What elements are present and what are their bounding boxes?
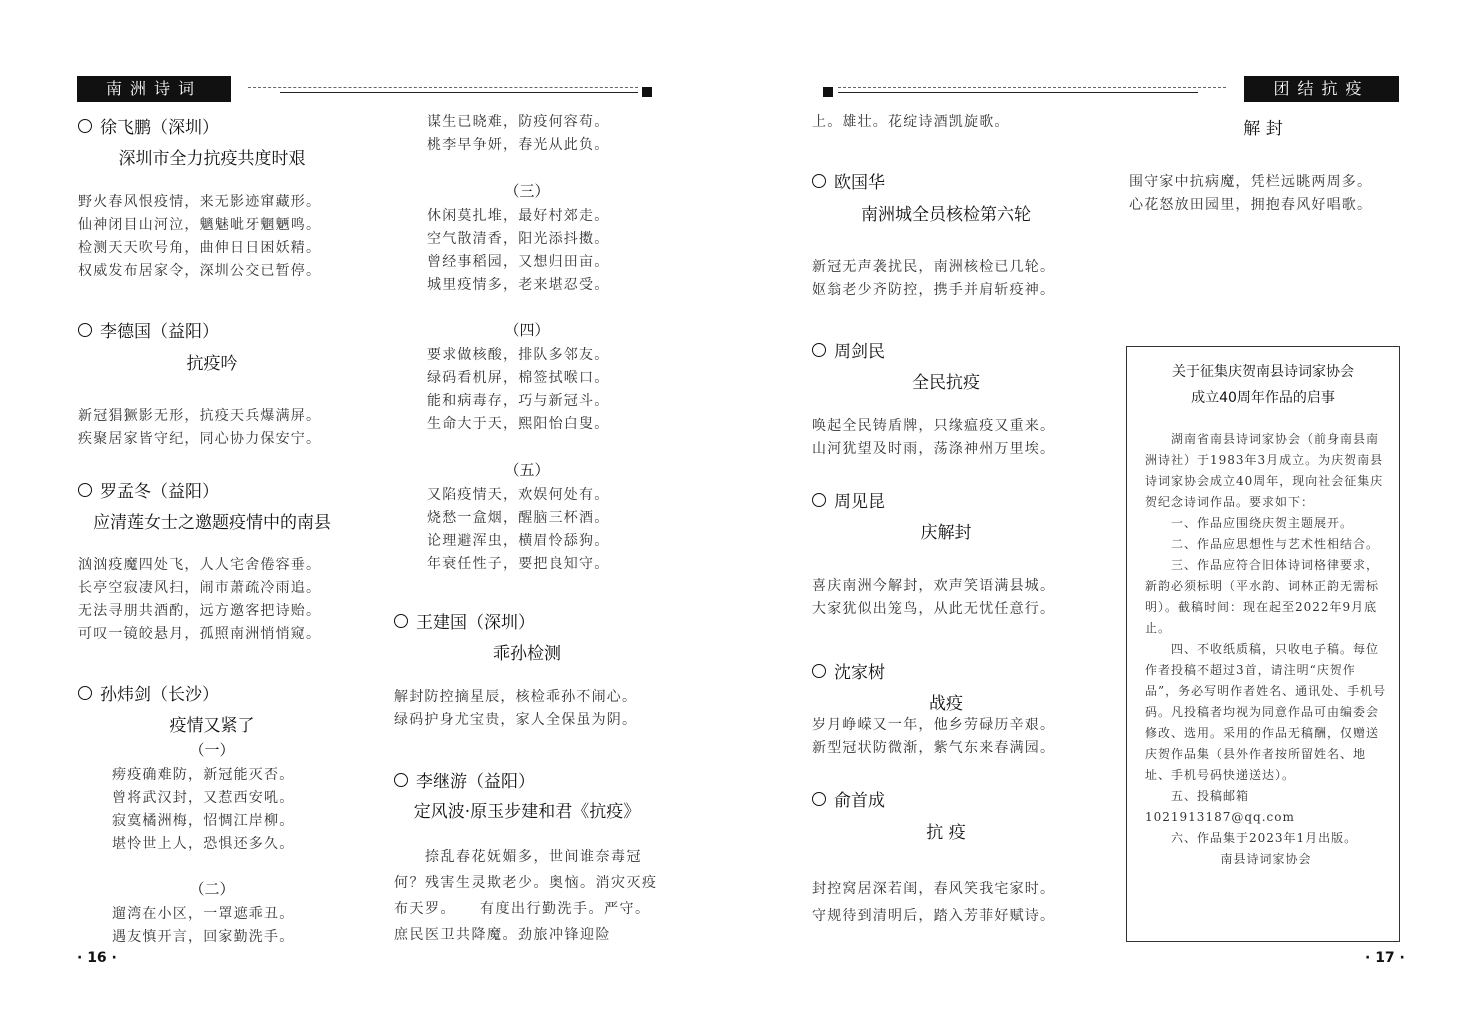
circle-icon	[394, 773, 408, 787]
notice-signature: 南县诗词家协会	[1220, 852, 1312, 866]
poem-body: 野火春风恨疫情，来无影迹窜藏形。 仙神闭目山河泣，魑魅呲牙魍魉鸣。 检测天天吹号角，曲伸日日困妖精。 权威发布居家令，深圳公交已暂停。	[78, 194, 322, 279]
poem-body: 封控窝居深若闺，春风笑我宅家时。 守规待到清明后，踏入芳菲好赋诗。	[812, 881, 1056, 924]
poem-section-number: （五）	[504, 461, 550, 479]
circle-icon	[812, 174, 826, 188]
poem-body: 又陷疫情天，欢娱何处有。 烧愁一盒烟，醒脑三杯酒。 论理避浑虫，横眉怜舔狗。 年衰任性子，要把良知守。	[427, 487, 610, 572]
poem-author: 徐飞鹏（深圳）	[78, 113, 219, 138]
poem-title: 抗 疫	[926, 823, 966, 843]
poem-author: 俞首成	[812, 786, 885, 811]
circle-icon	[78, 323, 92, 337]
poem-body: 喜庆南洲今解封，欢声笑语满县城。 大家犹似出笼鸟，从此无忧任意行。	[812, 578, 1056, 617]
header-dash-line-left	[248, 87, 638, 88]
poem-body-paragraph: 捺乱春花妩媚多，世间谁奈毒冠何？残害生灵欺老少。奥恼。消灾灭疫布天罗。 有度出行勤洗手。严守。庶民医卫共降魔。劲旅冲锋迎险	[394, 849, 658, 943]
poem-section-number: （三）	[504, 182, 550, 200]
poem-title: 应清莲女士之邀题疫情中的南县	[93, 513, 331, 533]
section-header-right: 团结抗疫	[1244, 76, 1399, 102]
poem-title: 全民抗疫	[912, 373, 980, 393]
poem-author: 欧国华	[812, 168, 885, 193]
poem-body: 围守家中抗病魔，凭栏远眺两周多。 心花怒放田园里，拥抱春风好唱歌。	[1129, 174, 1373, 213]
poem-title: 乖孙检测	[493, 644, 561, 664]
section-header-left: 南洲诗词	[77, 76, 231, 102]
circle-icon	[812, 792, 826, 806]
notice-box	[1126, 346, 1400, 942]
poem-title: 定风波·原玉步建和君《抗疫》	[413, 802, 641, 822]
poem-body: 新冠猖獗影无形，抗疫天兵爆满屏。 疾聚居家皆守纪，同心协力保安宁。	[78, 408, 322, 447]
poem-body: 岁月峥嵘又一年，他乡劳碌历辛艰。 新型冠状防微渐，紫气东来春满园。	[812, 717, 1056, 756]
poem-author: 沈家树	[812, 658, 885, 683]
circle-icon	[812, 664, 826, 678]
poem-author: 周见昆	[812, 487, 885, 512]
circle-icon	[78, 119, 92, 133]
poem-section-number: （二）	[189, 880, 235, 898]
poem-title: 抗疫吟	[186, 354, 238, 374]
header-rule-left	[280, 92, 638, 93]
poem-author: 孙炜剑（长沙）	[78, 680, 219, 705]
header-dash-line-right	[838, 87, 1226, 88]
notice-title: 关于征集庆贺南县诗词家协会	[1172, 364, 1354, 380]
circle-icon	[394, 614, 408, 628]
poem-title: 南洲城全员核检第六轮	[861, 205, 1031, 225]
poem-body: 新冠无声袭扰民，南洲核检已几轮。 妪翁老少齐防控，携手并肩斩疫神。	[812, 259, 1056, 298]
poem-body: 要求做核酸，排队多邻友。 绿码看机屏，棉签拭喉口。 能和病毒存，巧与新冠斗。 生命大于天，熙阳怡白叟。	[427, 347, 610, 432]
header-rule-right	[838, 92, 1198, 93]
poem-title: 深圳市全力抗疫共度时艰	[118, 149, 306, 169]
poem-body: 遛湾在小区，一罩遮乖丑。 遇友慎开言，回家勤洗手。	[112, 906, 295, 945]
header-square-left	[642, 87, 652, 97]
poem-section-number: （四）	[504, 321, 550, 339]
circle-icon	[812, 493, 826, 507]
poem-body: 汹汹疫魔四处飞，人人宅舍倦容垂。 长亭空寂凄风扫，闹市萧疏冷雨追。 无法寻朋共酒酌，远方邀客把诗贻。 可叹一镜皎悬月，孤照南洲悄悄窥。	[78, 557, 322, 642]
poem-author: 周剑民	[812, 337, 885, 362]
poem-body: 谋生已晓难，防疫何容苟。 桃李早争妍，春光从此负。	[427, 114, 610, 153]
header-square-right	[823, 87, 833, 97]
poem-author: 王建国（深圳）	[394, 608, 535, 633]
notice-body: 湖南省南县诗词家协会（前身南县南洲诗社）于1983年3月成立。为庆贺南县诗词家协会成立40周年，现向社会征集庆贺纪念诗词作品。要求如下： 一、作品应围绕庆贺主题展开。 二、作品应思想性与艺术性相结合。 三、作品应符合旧体诗词格律要求，新韵必须标明（平水韵、词林正韵无需标明）。截稿时间：现在起至2022年9月底止。 四、不收纸质稿，只收电子稿。每位作者投稿不超过3首，请注明“庆贺作品”，务必写明作者姓名、通讯处、手机号码。凡投稿者均视为同意作品可由编委会修改、选用。采用的作品无稿酬，仅赠送庆贺作品集（县外作者按所留姓名、地址、手机号码快递送达）。 五、投稿邮箱 1021913187@qq.com 六、作品集于2023年1月出版。 南县诗词家协会	[1145, 429, 1387, 870]
page-number-right: · 17 ·	[1365, 950, 1405, 966]
poem-section-number: （一）	[189, 741, 235, 759]
poem-author: 罗孟冬（益阳）	[78, 477, 219, 502]
poem-body: 痨疫确难防，新冠能灭否。 曾将武汉封，又惹西安吼。 寂寞橘洲梅，怊惆江岸柳。 堪怜世上人，恐惧还多久。	[112, 767, 295, 852]
poem-body: 上。雄壮。花绽诗酒凯旋歌。	[812, 114, 1010, 130]
poem-body: 解封防控摘星辰，核检乖孙不闹心。 绿码护身尤宝贵，家人全保虽为阴。	[394, 689, 638, 728]
poem-body: 唤起全民铸盾牌，只缘瘟疫又重来。 山河犹望及时雨，荡涤神州万里埃。	[812, 418, 1056, 457]
circle-icon	[78, 483, 92, 497]
poem-author: 李德国（益阳）	[78, 317, 219, 342]
notice-title: 成立40周年作品的启事	[1191, 390, 1335, 406]
poem-title: 庆解封	[920, 523, 972, 543]
poem-title: 战疫	[929, 694, 963, 714]
poem-title: 解 封	[1243, 119, 1283, 139]
page-number-left: · 16 ·	[77, 950, 117, 966]
circle-icon	[812, 343, 826, 357]
circle-icon	[78, 686, 92, 700]
poem-body: 休闲莫扎堆，最好村郊走。 空气散清香，阳光添抖擞。 曾经事稻园，又想归田亩。 城里疫情多，老来堪忍受。	[427, 208, 610, 293]
poem-title: 疫情又紧了	[169, 716, 255, 736]
poem-author: 李继游（益阳）	[394, 767, 535, 792]
